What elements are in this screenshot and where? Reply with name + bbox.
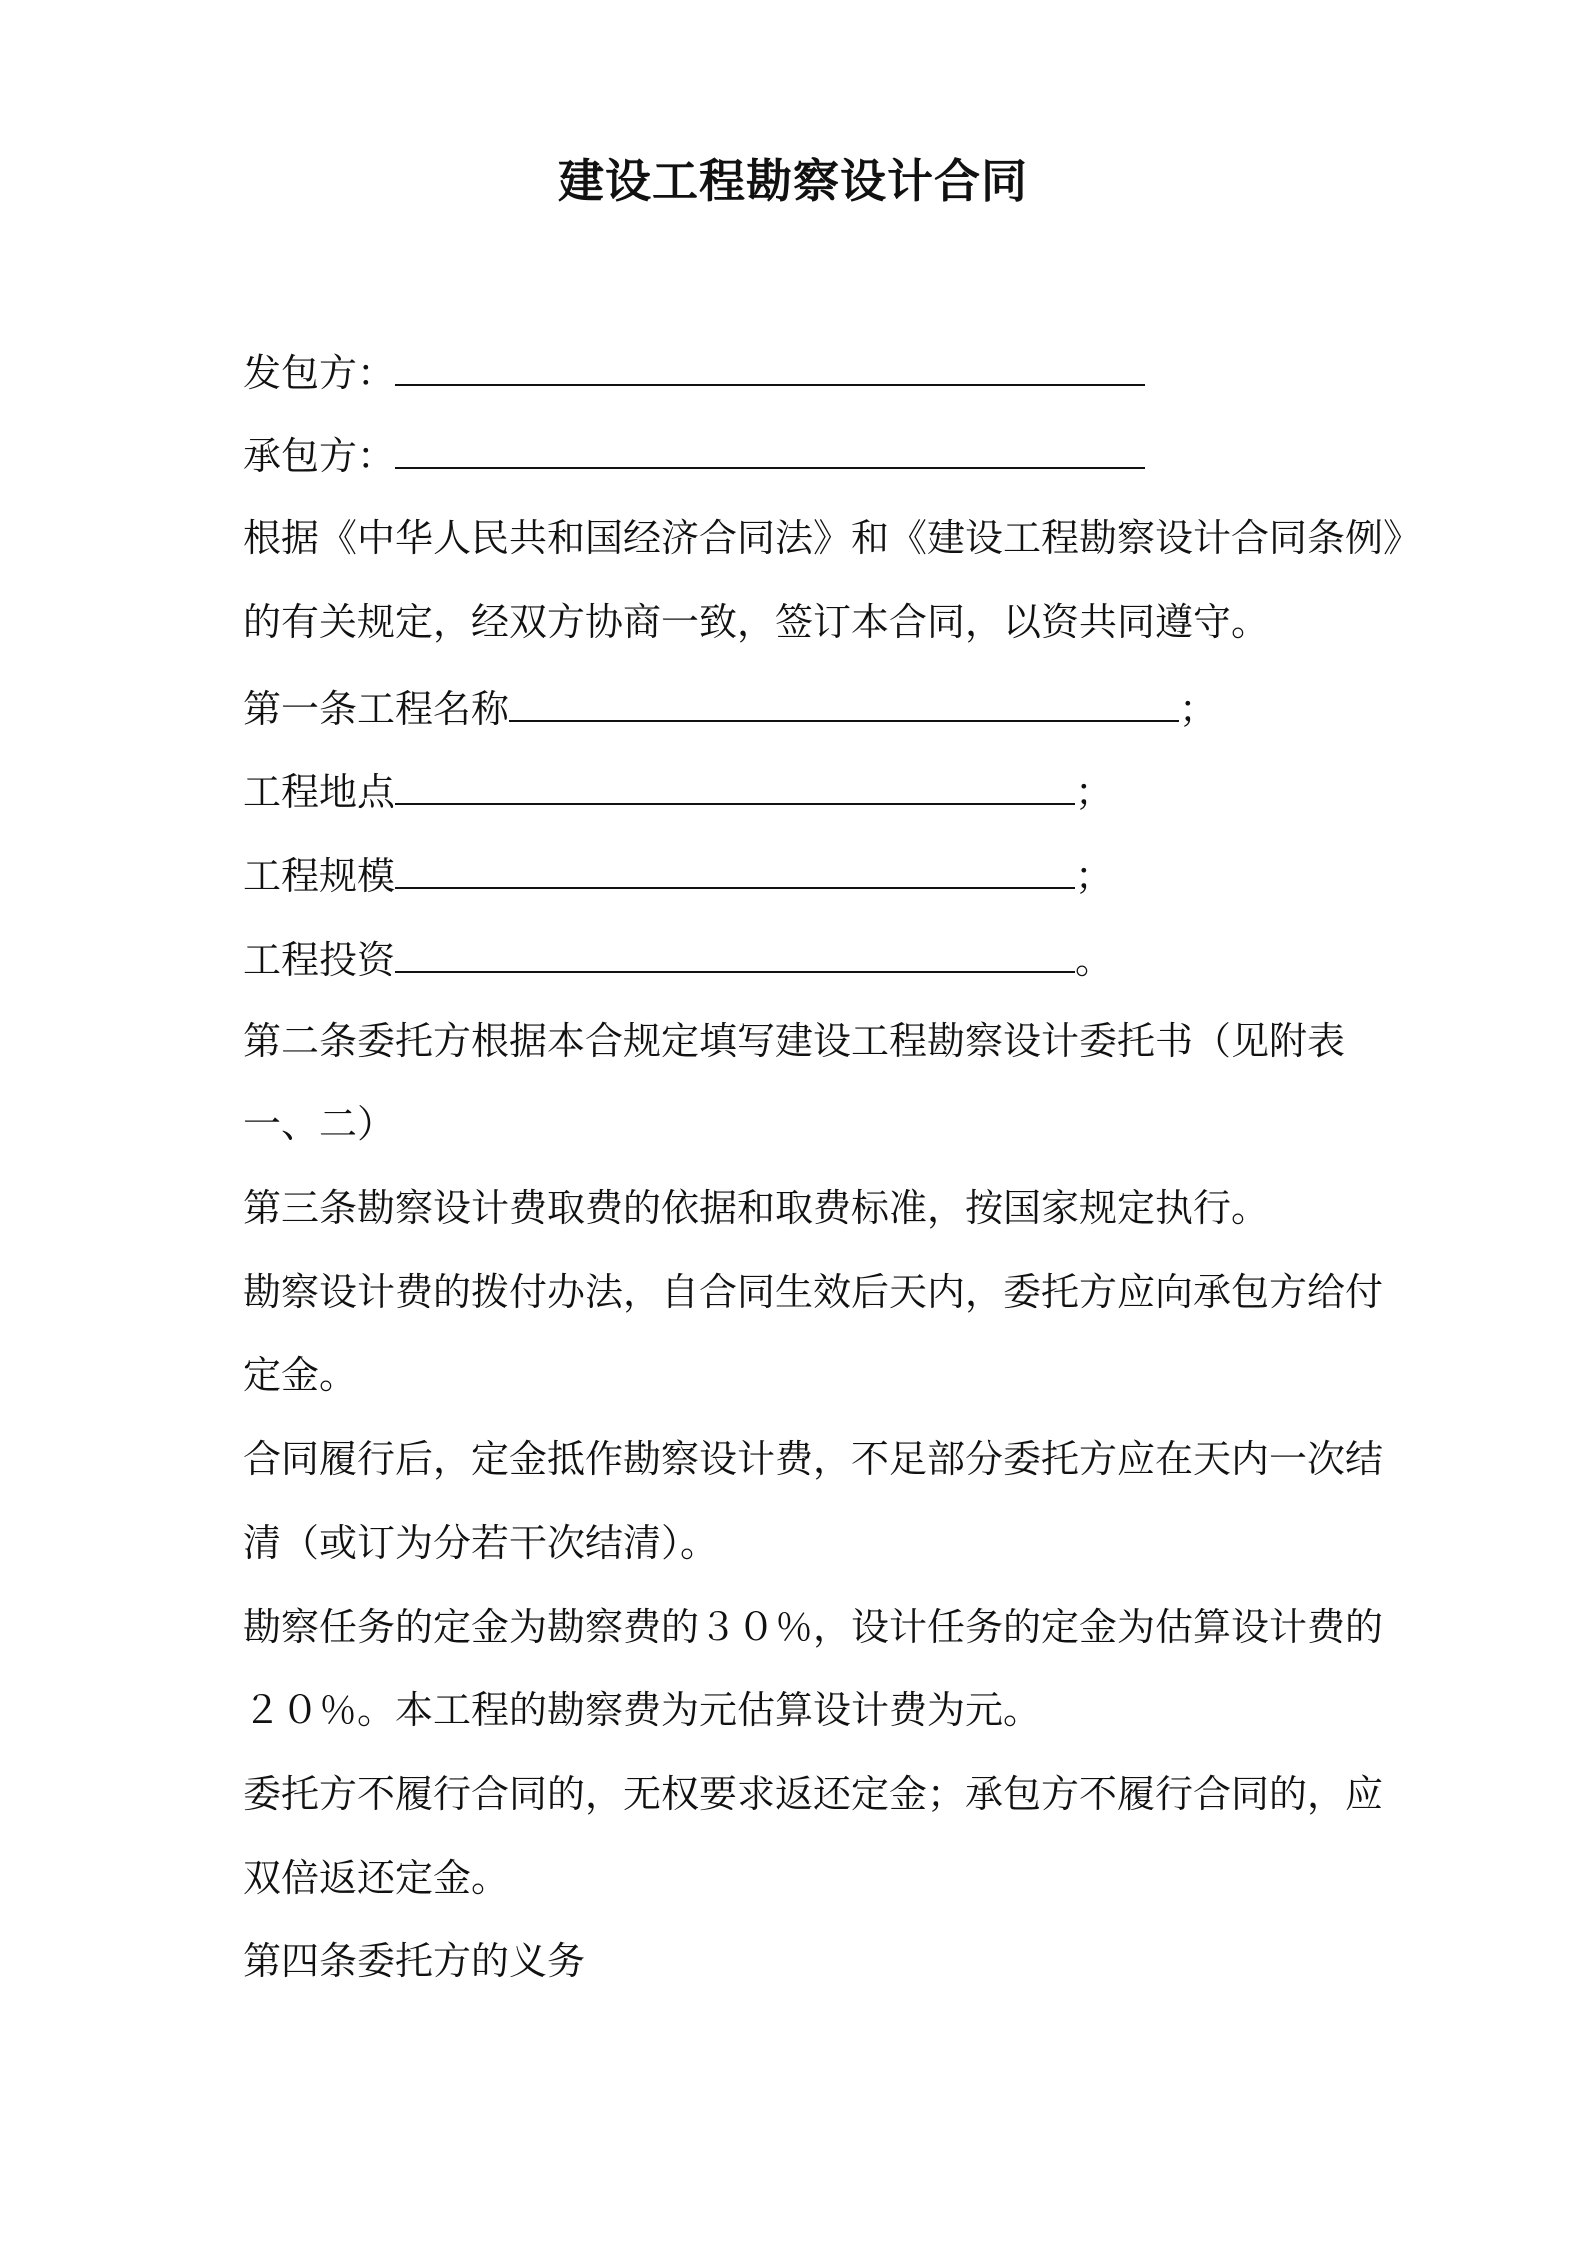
project-scale-line [243, 847, 1113, 902]
project-scale-label: 工程规模 [243, 854, 396, 898]
article-2-line-1: 第二条委托方根据本合规定填写建设工程勘察设计委托书（见附表 [243, 1019, 1346, 1063]
party-a-blank[interactable] [395, 344, 1145, 386]
project-location-line [243, 763, 1113, 818]
party-a-label: 发包方： [243, 351, 396, 395]
settle-line-2: 清（或订为分若干次结清）。 [243, 1521, 719, 1565]
article-2-line-2: 一、二） [243, 1102, 396, 1146]
intro-line-2: 的有关规定，经双方协商一致，签订本合同，以资共同遵守。 [243, 600, 1270, 644]
payment-line-2: 定金。 [243, 1353, 358, 1397]
project-location-label: 工程地点 [243, 770, 396, 814]
project-scale-end: ； [1075, 854, 1114, 898]
project-scale-blank[interactable] [395, 847, 1075, 889]
party-b-blank[interactable] [395, 427, 1145, 469]
party-b-label: 承包方： [243, 434, 396, 478]
breach-line-1: 委托方不履行合同的，无权要求返还定金；承包方不履行合同的，应 [243, 1772, 1384, 1816]
project-name-line [243, 680, 1217, 735]
project-investment-blank[interactable] [395, 931, 1075, 973]
payment-line-1: 勘察设计费的拨付办法，自合同生效后天内，委托方应向承包方给付 [243, 1270, 1384, 1314]
article-4-title: 第四条委托方的义务 [243, 1939, 586, 1983]
settle-line-1: 合同履行后，定金抵作勘察设计费，不足部分委托方应在天内一次结 [243, 1437, 1384, 1481]
deposit-line-1: 勘察任务的定金为勘察费的３０％，设计任务的定金为估算设计费的 [243, 1605, 1384, 1649]
deposit-line-2: ２０％。本工程的勘察费为元估算设计费为元。 [243, 1688, 1042, 1732]
project-investment-line [243, 931, 1113, 986]
project-name-label: 第一条工程名称 [243, 687, 510, 731]
project-location-end: ； [1075, 770, 1114, 814]
document-title: 建设工程勘察设计合同 [558, 154, 1028, 208]
party-a-line [243, 344, 1145, 399]
article-3-line-1: 第三条勘察设计费取费的依据和取费标准，按国家规定执行。 [243, 1186, 1270, 1230]
project-location-blank[interactable] [395, 763, 1075, 805]
project-name-end: ； [1179, 687, 1218, 731]
party-b-line [243, 427, 1145, 482]
project-investment-label: 工程投资 [243, 938, 396, 982]
intro-line-1: 根据《中华人民共和国经济合同法》和《建设工程勘察设计合同条例》 [243, 516, 1422, 560]
project-name-blank[interactable] [509, 680, 1179, 722]
project-investment-end: 。 [1075, 938, 1114, 982]
breach-line-2: 双倍返还定金。 [243, 1856, 510, 1900]
